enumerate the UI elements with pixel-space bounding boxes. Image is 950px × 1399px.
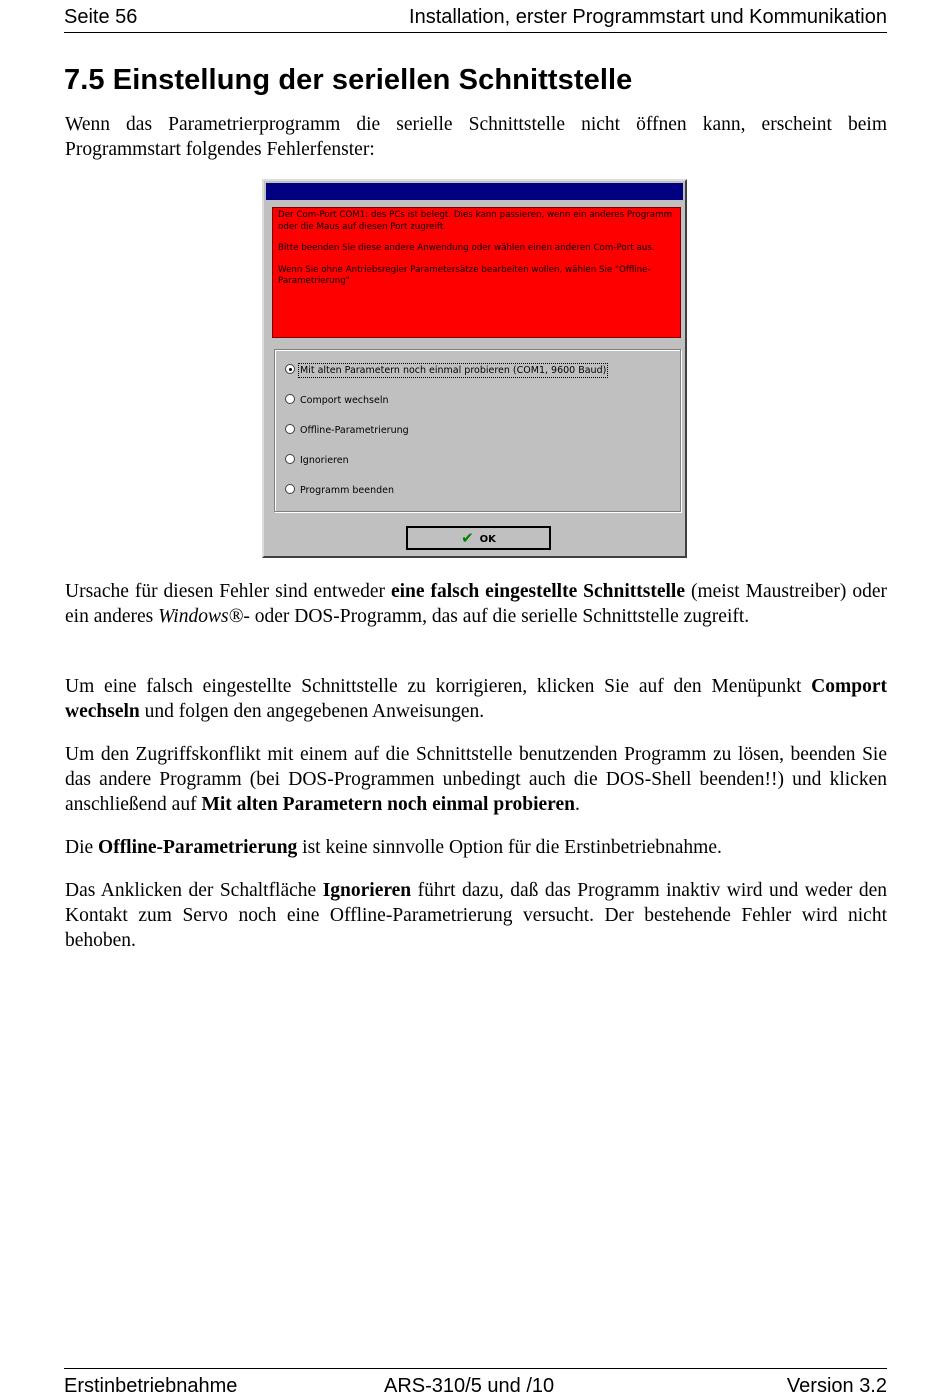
conflict-paragraph	[65, 742, 887, 817]
error-dialog	[262, 179, 687, 558]
section-title: 7.5 Einstellung der seriellen Schnittstelle	[64, 64, 633, 96]
emphasis-text: Offline-Parametrierung	[98, 837, 298, 858]
option-label: Comport wechseln	[300, 395, 389, 406]
radio-icon[interactable]	[285, 484, 295, 494]
option-quit[interactable]	[285, 484, 394, 498]
text-run: .	[574, 794, 580, 815]
error-line-1: Der Com-Port COM1: des PCs ist belegt. Dies kann passieren, wenn ein anderes Programm oder die Maus auf diesen Port zugreift.	[278, 210, 673, 232]
text-run: Die	[65, 837, 99, 858]
emphasis-text: Mit alten Parametern noch einmal probieren	[201, 794, 575, 815]
text-run: Ursache für diesen Fehler sind entweder	[65, 581, 391, 602]
page-footer	[64, 1368, 887, 1399]
text-run: Das Anklicken der Schaltfläche	[65, 880, 323, 901]
emphasis-text: Ignorieren	[322, 880, 412, 901]
footer-right: Version 3.2	[786, 1375, 887, 1397]
checkmark-icon: ✔	[461, 529, 474, 547]
emphasis-text: Comport wechseln	[65, 676, 887, 722]
option-change-comport[interactable]	[285, 394, 389, 408]
text-run: Um eine falsch eingestellte Schnittstelle zu korrigieren, klicken Sie auf den Menüpunkt	[65, 676, 812, 697]
text-run: führt dazu, daß das Programm inaktiv wird und weder den Kontakt zum Servo noch eine Offline-Parametrierung versucht. Der bestehende Fehler wird nicht behoben.	[65, 880, 887, 951]
error-line-2: Bitte beenden Sie diese andere Anwendung oder wählen einen anderen Com-Port aus.	[278, 243, 655, 253]
text-run: und folgen den angegebenen Anweisungen.	[139, 701, 485, 722]
italic-text: Windows®	[158, 606, 244, 627]
radio-icon[interactable]	[285, 424, 295, 434]
intro-paragraph: Wenn das Parametrierprogramm die serielle Schnittstelle nicht öffnen kann, erscheint beim Programmstart folgendes Fehlerfenster:	[65, 114, 887, 160]
ok-label: OK	[479, 534, 496, 545]
option-label: Mit alten Parametern noch einmal probieren (COM1, 9600 Baud)	[300, 365, 607, 376]
text-run: Um den Zugriffskonflikt mit einem auf die Schnittstelle benutzenden Programm zu lösen, beenden Sie das andere Programm (bei DOS-Programmen unbedingt auch die DOS-Shell beenden!!) und klicken anschließend auf	[65, 744, 887, 815]
radio-icon[interactable]	[285, 394, 295, 404]
cause-paragraph	[65, 579, 887, 629]
option-ignore[interactable]	[285, 454, 349, 468]
option-label: Ignorieren	[300, 455, 349, 466]
option-label: Programm beenden	[300, 485, 394, 496]
ignore-paragraph	[65, 878, 887, 953]
error-message-box	[272, 207, 681, 338]
offline-paragraph	[65, 835, 887, 860]
radio-icon[interactable]	[285, 454, 295, 464]
page-number: Seite 56	[64, 6, 138, 28]
page-header	[64, 6, 887, 33]
text-run: - oder DOS-Programm, das auf die serielle Schnittstelle zugreift.	[243, 606, 750, 627]
option-label: Offline-Parametrierung	[300, 425, 409, 436]
dialog-titlebar	[266, 183, 683, 200]
option-offline[interactable]	[285, 424, 409, 438]
footer-center: ARS-310/5 und /10	[384, 1375, 555, 1397]
text-run: (meist Maustreiber) oder ein anderes	[65, 581, 887, 627]
option-retry[interactable]	[285, 364, 606, 378]
chapter-title: Installation, erster Programmstart und Kommunikation	[409, 6, 887, 28]
options-group	[274, 349, 681, 512]
radio-selected-icon[interactable]	[285, 364, 295, 374]
ok-button[interactable]	[406, 526, 551, 550]
text-run: ist keine sinnvolle Option für die Erstinbetriebnahme.	[297, 837, 722, 858]
emphasis-text: eine falsch eingestellte Schnittstelle	[390, 581, 686, 602]
fix-paragraph	[65, 674, 887, 724]
footer-left: Erstinbetriebnahme	[64, 1375, 238, 1397]
error-line-3: Wenn Sie ohne Antriebsregler Parametersätze bearbeiten wollen, wählen Sie "Offline-Parametrierung"	[278, 264, 651, 286]
